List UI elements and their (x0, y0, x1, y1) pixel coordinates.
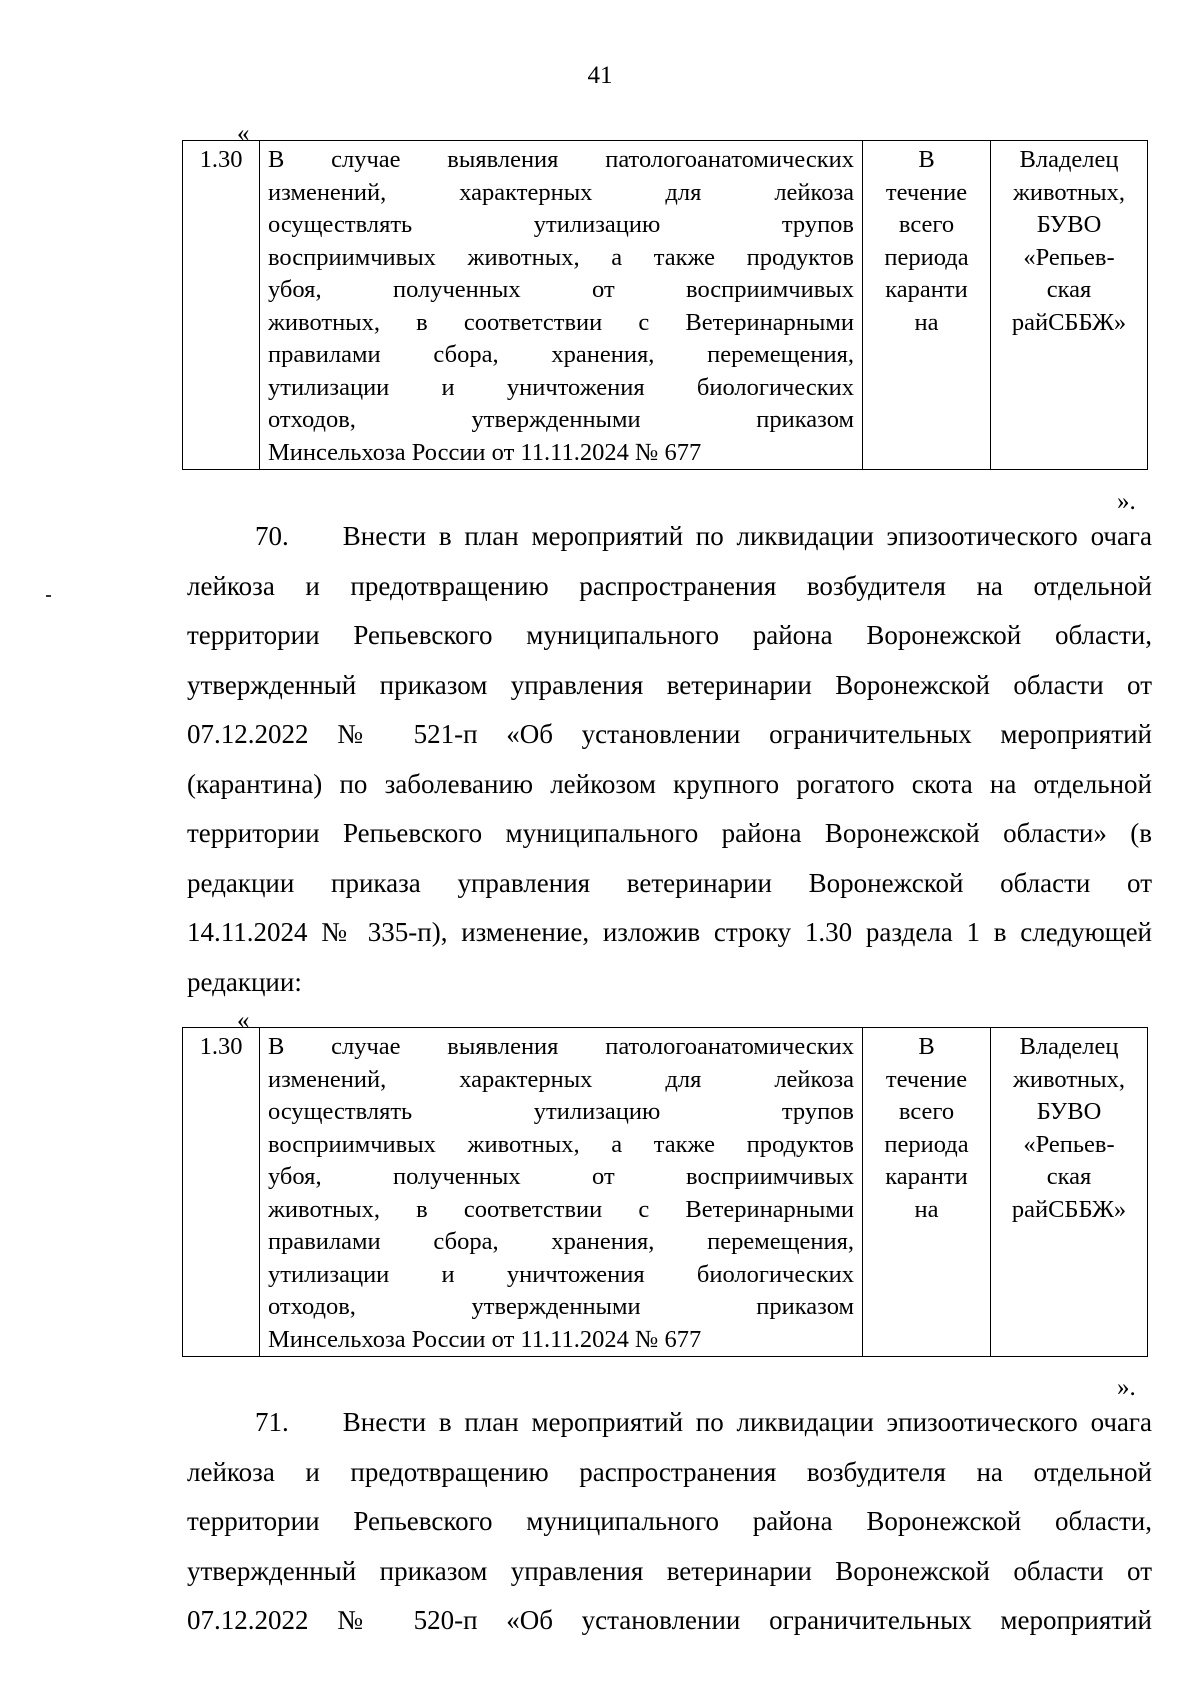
responsible-line: БУВО (1036, 1098, 1102, 1125)
responsible-line: райСББЖ» (1011, 308, 1127, 336)
row-text-line: изменений, характерных для лейкоза (268, 1065, 854, 1093)
open-quote-1: « (237, 120, 250, 147)
responsible-line: райСББЖ» (1011, 1195, 1127, 1223)
term-line: течение (885, 178, 968, 206)
paragraph-line: (карантина) по заболеванию лейкозом крупного рогатого скота на отдельной (187, 768, 1152, 799)
row-text-line: изменений, характерных для лейкоза (268, 178, 854, 206)
row-number-cell: 1.30 (183, 141, 260, 470)
responsible-line: ская (1046, 1163, 1092, 1190)
term-line: на (914, 1195, 939, 1223)
margin-mark (46, 595, 51, 597)
row-text-line: правилами сбора, хранения, перемещения, (268, 1228, 854, 1255)
term-line: периода (884, 1130, 969, 1158)
row-term-cell (863, 1028, 991, 1357)
paragraph-line: редакции: (187, 966, 302, 997)
paragraph-line: территории Репьевского муниципального района Воронежской области, (187, 620, 1152, 650)
paragraph-line: 71. Внести в план мероприятий по ликвидации эпизоотического очага (255, 1407, 1152, 1437)
row-text-line: правилами сбора, хранения, перемещения, (268, 341, 854, 368)
row-text-line: отходов, утвержденными приказом (268, 406, 854, 433)
row-text-line: восприимчивых животных, а также продуктов (268, 1130, 854, 1158)
paragraph-line: утвержденный приказом управления ветеринарии Воронежской области от (187, 1555, 1152, 1586)
row-text-line: В случае выявления патологоанатомических (268, 1033, 854, 1060)
responsible-line: «Репьев- (1023, 243, 1115, 271)
paragraph-line: территории Репьевского муниципального района Воронежской области» (в (187, 818, 1152, 848)
paragraph-line: утвержденный приказом управления ветеринарии Воронежской области от (187, 669, 1152, 700)
paragraph-line: редакции приказа управления ветеринарии Воронежской области от (187, 867, 1152, 898)
term-line: течение (885, 1065, 968, 1093)
page-number: 41 (587, 62, 613, 89)
row-text-line: отходов, утвержденными приказом (268, 1293, 854, 1320)
row-responsible-cell (991, 1028, 1148, 1357)
row-text-line: Минсельхоза России от 11.11.2024 № 677 (268, 1325, 702, 1353)
row-text-line: В случае выявления патологоанатомических (268, 146, 854, 173)
paragraph-line: 14.11.2024 № 335-п), изменение, изложив строку 1.30 раздела 1 в следующей (187, 917, 1152, 947)
term-line: каранти (885, 276, 968, 303)
paragraph-70 (187, 512, 1152, 1007)
row-text-line: Минсельхоза России от 11.11.2024 № 677 (268, 438, 702, 466)
term-line: В (918, 146, 935, 173)
row-number-cell: 1.30 (183, 1028, 260, 1357)
term-line: периода (884, 243, 969, 271)
amendment-table-1 (182, 140, 1148, 470)
responsible-line: Владелец (1019, 146, 1119, 173)
row-text-line: утилизации и уничтожения биологических (268, 1260, 854, 1288)
paragraph-71 (187, 1398, 1152, 1646)
paragraph-line: 70. Внести в план мероприятий по ликвидации эпизоотического очага (255, 521, 1152, 551)
close-quote-1: ». (1117, 488, 1136, 515)
term-line: всего (898, 1098, 955, 1125)
open-quote-2: « (237, 1007, 250, 1034)
row-text-line: убоя, полученных от восприимчивых (268, 1163, 854, 1190)
responsible-line: БУВО (1036, 211, 1102, 238)
row-text-line: животных, в соответствии с Ветеринарными (268, 1195, 854, 1223)
responsible-line: животных, (1012, 178, 1126, 206)
responsible-line: животных, (1012, 1065, 1126, 1093)
row-text-line: осуществлять утилизацию трупов (268, 211, 854, 238)
term-line: каранти (885, 1163, 968, 1190)
table-row (183, 141, 1148, 470)
row-text-cell (260, 141, 863, 470)
row-text-line: осуществлять утилизацию трупов (268, 1098, 854, 1125)
amendment-table-2 (182, 1027, 1148, 1357)
responsible-line: Владелец (1019, 1033, 1119, 1060)
term-line: всего (898, 211, 955, 238)
paragraph-line: лейкоза и предотвращению распространения возбудителя на отдельной (187, 1456, 1152, 1487)
close-quote-2: ». (1117, 1374, 1136, 1401)
row-responsible-cell (991, 141, 1148, 470)
term-line: на (914, 308, 939, 336)
responsible-line: ская (1046, 276, 1092, 303)
row-text-cell (260, 1028, 863, 1357)
row-term-cell (863, 141, 991, 470)
paragraph-line: 07.12.2022 № 520-п «Об установлении ограничительных мероприятий (187, 1605, 1152, 1635)
row-text-line: убоя, полученных от восприимчивых (268, 276, 854, 303)
row-text-line: животных, в соответствии с Ветеринарными (268, 308, 854, 336)
table-row (183, 1028, 1148, 1357)
paragraph-line: территории Репьевского муниципального района Воронежской области, (187, 1506, 1152, 1536)
responsible-line: «Репьев- (1023, 1130, 1115, 1158)
paragraph-line: лейкоза и предотвращению распространения возбудителя на отдельной (187, 570, 1152, 601)
row-text-line: восприимчивых животных, а также продуктов (268, 243, 854, 271)
paragraph-line: 07.12.2022 № 521-п «Об установлении ограничительных мероприятий (187, 719, 1152, 749)
row-text-line: утилизации и уничтожения биологических (268, 373, 854, 401)
term-line: В (918, 1033, 935, 1060)
